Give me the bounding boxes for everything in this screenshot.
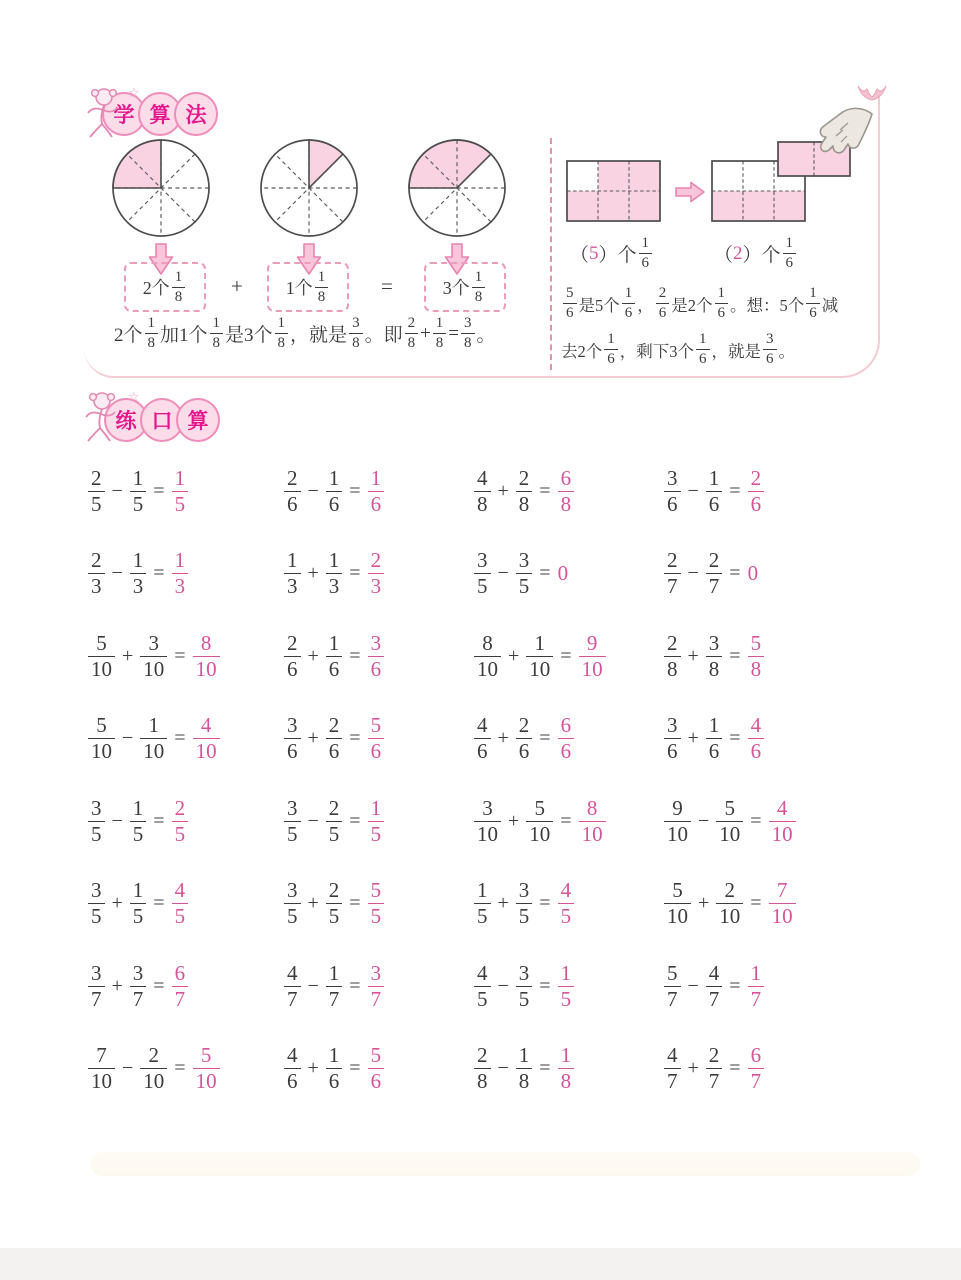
fraction: $\frac{1}{8}$ <box>516 1045 533 1092</box>
fraction: $\frac{3}{5}$ <box>284 880 301 927</box>
operator: + <box>307 1057 319 1080</box>
fraction: $\frac{1}{8}$ <box>558 1045 575 1092</box>
fraction: $\frac{1}{6}$ <box>604 332 618 367</box>
fraction: $\frac{1}{6}$ <box>639 236 653 271</box>
equals-sign: = <box>349 809 361 832</box>
badge-bubble: 学 <box>102 92 146 136</box>
fraction: $\frac{2}{5}$ <box>172 798 189 845</box>
problem-equation <box>88 450 284 533</box>
equals-sign: = <box>349 727 361 750</box>
problem-equation <box>474 533 664 616</box>
equals-sign: = <box>539 892 551 915</box>
fraction: $\frac{4}{8}$ <box>474 468 491 515</box>
fraction: $\frac{4}{7}$ <box>284 963 301 1010</box>
fraction: $\frac{2}{6}$ <box>284 633 301 680</box>
fraction: $\frac{3}{7}$ <box>130 963 147 1010</box>
fraction: $\frac{2}{10}$ <box>716 880 743 927</box>
fraction: $\frac{3}{6}$ <box>763 332 777 367</box>
text-segment: 5 <box>589 242 599 264</box>
text-segment: ，就是 <box>711 341 761 361</box>
fraction: $\frac{1}{5}$ <box>368 798 385 845</box>
grid1-caption <box>570 236 654 271</box>
fraction: $\frac{4}{6}$ <box>474 715 491 762</box>
fraction-grid-5-of-6 <box>566 160 661 222</box>
fraction: $\frac{5}{7}$ <box>664 963 681 1010</box>
problem-equation <box>474 698 664 781</box>
fraction: $\frac{1}{8}$ <box>315 270 329 305</box>
fraction: $\frac{5}{6}$ <box>368 715 385 762</box>
fraction: $\frac{2}{5}$ <box>326 880 343 927</box>
operator: + <box>508 809 520 832</box>
equals-sign: = <box>729 562 741 585</box>
fraction: $\frac{3}{10}$ <box>140 633 167 680</box>
fraction: $\frac{3}{5}$ <box>516 550 533 597</box>
problem-equation <box>474 945 664 1028</box>
section-divider <box>550 138 552 370</box>
text-segment: ，就是 <box>290 325 348 346</box>
equals-sign: = <box>153 892 165 915</box>
fraction: $\frac{3}{5}$ <box>284 798 301 845</box>
fraction: $\frac{2}{6}$ <box>748 468 765 515</box>
fraction: $\frac{3}{6}$ <box>284 715 301 762</box>
problem-equation <box>88 533 284 616</box>
fraction: $\frac{3}{8}$ <box>349 316 363 351</box>
badge-bubble: 法 <box>174 92 218 136</box>
fraction: $\frac{5}{10}$ <box>193 1045 220 1092</box>
operator: + <box>111 974 123 997</box>
equals-sign: = <box>153 809 165 832</box>
problem-equation <box>88 780 284 863</box>
fraction: $\frac{1}{10}$ <box>526 633 553 680</box>
equals-sign: = <box>729 1057 741 1080</box>
fraction: $\frac{2}{5}$ <box>326 798 343 845</box>
fraction: $\frac{1}{6}$ <box>696 332 710 367</box>
operator: − <box>687 479 699 502</box>
operator: − <box>307 809 319 832</box>
operator: + <box>698 892 710 915</box>
fraction: $\frac{5}{6}$ <box>368 1045 385 1092</box>
text-segment: ）个 <box>742 245 781 266</box>
equals-sign: = <box>153 562 165 585</box>
equals-sign: = <box>539 479 551 502</box>
problem-equation <box>88 1028 284 1111</box>
fraction: $\frac{1}{8}$ <box>145 316 159 351</box>
problem-equation <box>284 698 474 781</box>
problem-equation <box>284 450 474 533</box>
fraction: $\frac{4}{7}$ <box>664 1045 681 1092</box>
operator: − <box>497 974 509 997</box>
fraction: $\frac{5}{10}$ <box>664 880 691 927</box>
problem-equation <box>664 698 854 781</box>
operator: + <box>497 892 509 915</box>
equals-sign: = <box>750 809 762 832</box>
fraction: $\frac{1}{6}$ <box>806 286 820 321</box>
fraction: $\frac{2}{5}$ <box>88 468 105 515</box>
equals-sign: = <box>153 974 165 997</box>
equals-sign: = <box>349 562 361 585</box>
operator: − <box>497 1057 509 1080</box>
learn-section-panel <box>84 96 880 378</box>
fraction-pie-1-8 <box>257 136 361 240</box>
fraction: $\frac{2}{8}$ <box>516 468 533 515</box>
fraction: $\frac{2}{6}$ <box>656 286 670 321</box>
fraction: $\frac{1}{8}$ <box>275 316 289 351</box>
count-box-2-eighths <box>124 262 206 312</box>
fraction: $\frac{4}{10}$ <box>193 715 220 762</box>
answer-value: 0 <box>557 561 569 586</box>
fraction: $\frac{1}{7}$ <box>748 963 765 1010</box>
fraction: $\frac{1}{3}$ <box>130 550 147 597</box>
equals-sign: = <box>349 892 361 915</box>
fraction: $\frac{5}{10}$ <box>716 798 743 845</box>
text-segment: 。 <box>778 341 795 361</box>
problem-equation <box>664 615 854 698</box>
fraction: $\frac{5}{5}$ <box>368 880 385 927</box>
fraction: $\frac{3}{7}$ <box>88 963 105 1010</box>
count-box-3-eighths <box>424 262 506 312</box>
fraction: $\frac{6}{6}$ <box>558 715 575 762</box>
fraction: $\frac{1}{3}$ <box>284 550 301 597</box>
subtraction-explanation-line2 <box>561 332 795 367</box>
operator: − <box>698 809 710 832</box>
practice-problems-grid <box>88 450 878 1110</box>
text-segment: 。 <box>476 325 496 346</box>
equals-sign: = <box>539 1057 551 1080</box>
fraction: $\frac{1}{6}$ <box>622 286 636 321</box>
fraction: $\frac{2}{3}$ <box>368 550 385 597</box>
problem-equation <box>474 863 664 946</box>
text-segment: 2个 <box>114 325 143 346</box>
subtraction-explanation-line1 <box>561 286 838 321</box>
equals-sign: = <box>560 809 572 832</box>
fraction: $\frac{2}{7}$ <box>706 1045 723 1092</box>
fraction: $\frac{1}{6}$ <box>715 286 729 321</box>
fraction: $\frac{6}{8}$ <box>558 468 575 515</box>
fraction: $\frac{2}{6}$ <box>284 468 301 515</box>
fraction: $\frac{1}{5}$ <box>474 880 491 927</box>
star-decoration: ☆ <box>128 390 140 405</box>
problem-equation <box>284 1028 474 1111</box>
fraction: $\frac{3}{5}$ <box>516 880 533 927</box>
text-segment: 加1个 <box>160 325 208 346</box>
operator: − <box>122 1057 134 1080</box>
fraction: $\frac{5}{6}$ <box>563 286 577 321</box>
text-segment: 2 <box>733 242 743 264</box>
fraction: $\frac{3}{6}$ <box>368 633 385 680</box>
operator: − <box>307 974 319 997</box>
problem-equation <box>664 450 854 533</box>
problem-equation <box>664 533 854 616</box>
text-segment: 。即 <box>364 325 403 346</box>
text-segment: 3个 <box>442 278 470 298</box>
answer-value: 0 <box>747 561 759 586</box>
equals-sign: = <box>729 644 741 667</box>
fraction: $\frac{2}{6}$ <box>516 715 533 762</box>
fraction: $\frac{1}{6}$ <box>326 1045 343 1092</box>
problem-equation <box>284 780 474 863</box>
operator: − <box>687 562 699 585</box>
learn-explanation <box>114 316 496 351</box>
fraction: $\frac{8}{10}$ <box>193 633 220 680</box>
fraction: $\frac{2}{8}$ <box>405 316 419 351</box>
operator: − <box>122 727 134 750</box>
problem-equation <box>664 863 854 946</box>
fraction: $\frac{1}{6}$ <box>783 236 797 271</box>
plus-sign: + <box>231 274 243 298</box>
equals-sign: = <box>539 974 551 997</box>
operator: + <box>687 727 699 750</box>
problem-equation <box>88 863 284 946</box>
problem-equation <box>474 450 664 533</box>
equals-sign: = <box>349 974 361 997</box>
text-segment: ， <box>637 295 654 315</box>
operator: + <box>497 727 509 750</box>
fraction: $\frac{2}{8}$ <box>474 1045 491 1092</box>
fraction: $\frac{1}{10}$ <box>140 715 167 762</box>
fraction: $\frac{2}{7}$ <box>664 550 681 597</box>
fraction: $\frac{1}{6}$ <box>368 468 385 515</box>
star-decoration: ☆ <box>128 86 140 101</box>
fraction: $\frac{3}{6}$ <box>664 468 681 515</box>
fraction: $\frac{2}{10}$ <box>140 1045 167 1092</box>
fraction: $\frac{9}{10}$ <box>579 633 606 680</box>
count-box-1-eighth <box>267 262 349 312</box>
fraction: $\frac{1}{8}$ <box>433 316 447 351</box>
problem-equation <box>284 945 474 1028</box>
text-segment: = <box>448 322 460 344</box>
fraction: $\frac{2}{8}$ <box>664 633 681 680</box>
text-segment: 是2个 <box>671 295 713 315</box>
fraction: $\frac{1}{5}$ <box>130 880 147 927</box>
fraction: $\frac{5}{8}$ <box>748 633 765 680</box>
fraction: $\frac{1}{6}$ <box>706 468 723 515</box>
mascot-illustration <box>78 388 124 446</box>
operator: − <box>687 974 699 997</box>
operator: − <box>497 562 509 585</box>
problem-equation <box>284 863 474 946</box>
fraction: $\frac{4}{5}$ <box>558 880 575 927</box>
operator: + <box>307 562 319 585</box>
fraction: $\frac{1}{3}$ <box>326 550 343 597</box>
equals-sign: = <box>750 892 762 915</box>
fraction: $\frac{1}{6}$ <box>706 715 723 762</box>
fraction: $\frac{4}{7}$ <box>706 963 723 1010</box>
tulip-ornament <box>856 84 888 102</box>
page-bottom-margin <box>0 1248 961 1280</box>
problem-equation <box>664 1028 854 1111</box>
problem-equation <box>474 1028 664 1111</box>
problem-equation <box>88 698 284 781</box>
text-segment: 减 <box>821 295 839 315</box>
equals-sign: = <box>729 727 741 750</box>
operator: + <box>508 644 520 667</box>
fraction: $\frac{5}{10}$ <box>526 798 553 845</box>
badge-bubble: 算 <box>176 398 220 442</box>
fraction-pie-2-8 <box>109 136 213 240</box>
fraction: $\frac{7}{10}$ <box>88 1045 115 1092</box>
text-segment: 是5个 <box>578 295 620 315</box>
operator: + <box>687 1057 699 1080</box>
operator: − <box>111 809 123 832</box>
text-segment: （ <box>570 245 590 266</box>
fraction: $\frac{3}{5}$ <box>88 798 105 845</box>
text-segment: 2个 <box>142 278 170 298</box>
text-segment: 去2个 <box>561 341 603 361</box>
fraction-pie-3-8 <box>405 136 509 240</box>
hand-illustration <box>796 106 876 164</box>
fraction: $\frac{3}{5}$ <box>516 963 533 1010</box>
fraction: $\frac{3}{8}$ <box>461 316 475 351</box>
equals-sign: = <box>153 479 165 502</box>
right-arrow-icon <box>674 180 706 204</box>
text-segment: ，剩下3个 <box>619 341 694 361</box>
equals-sign: = <box>729 479 741 502</box>
fraction: $\frac{1}{3}$ <box>172 550 189 597</box>
equals-sign: = <box>729 974 741 997</box>
equals-sign: = <box>539 727 551 750</box>
fraction: $\frac{4}{10}$ <box>769 798 796 845</box>
equals-sign: = <box>560 644 572 667</box>
operator: + <box>122 644 134 667</box>
operator: + <box>687 644 699 667</box>
problem-equation <box>474 780 664 863</box>
fraction: $\frac{3}{5}$ <box>474 550 491 597</box>
fraction: $\frac{6}{7}$ <box>172 963 189 1010</box>
fraction: $\frac{4}{6}$ <box>284 1045 301 1092</box>
fraction: $\frac{2}{6}$ <box>326 715 343 762</box>
fraction: $\frac{8}{10}$ <box>474 633 501 680</box>
fraction: $\frac{5}{10}$ <box>88 633 115 680</box>
fraction: $\frac{1}{5}$ <box>130 468 147 515</box>
text-segment: （ <box>714 245 734 266</box>
operator: + <box>497 479 509 502</box>
equals-sign: = <box>381 274 393 298</box>
fraction: $\frac{5}{10}$ <box>88 715 115 762</box>
text-segment: + <box>420 322 431 344</box>
operator: − <box>111 562 123 585</box>
fraction: $\frac{7}{10}$ <box>769 880 796 927</box>
fraction: $\frac{3}{6}$ <box>664 715 681 762</box>
badge-bubble: 练 <box>104 398 148 442</box>
text-segment: 1个 <box>285 278 313 298</box>
operator: − <box>111 479 123 502</box>
fraction: $\frac{9}{10}$ <box>664 798 691 845</box>
equals-sign: = <box>174 1057 186 1080</box>
operator: − <box>307 479 319 502</box>
text-segment: ）个 <box>598 245 637 266</box>
fraction: $\frac{2}{7}$ <box>706 550 723 597</box>
equals-sign: = <box>349 1057 361 1080</box>
fraction: $\frac{1}{6}$ <box>326 468 343 515</box>
operator: + <box>111 892 123 915</box>
fraction: $\frac{3}{10}$ <box>474 798 501 845</box>
badge-bubble: 口 <box>140 398 184 442</box>
fraction: $\frac{4}{5}$ <box>474 963 491 1010</box>
equals-sign: = <box>174 727 186 750</box>
problem-equation <box>664 945 854 1028</box>
problem-equation <box>664 780 854 863</box>
fraction: $\frac{1}{7}$ <box>326 963 343 1010</box>
problem-equation <box>284 615 474 698</box>
fraction: $\frac{1}{8}$ <box>472 270 486 305</box>
badge-bubble: 算 <box>138 92 182 136</box>
equals-sign: = <box>349 479 361 502</box>
fraction: $\frac{2}{3}$ <box>88 550 105 597</box>
fraction: $\frac{4}{5}$ <box>172 880 189 927</box>
fraction: $\frac{3}{7}$ <box>368 963 385 1010</box>
text-segment: 。想：5个 <box>730 295 805 315</box>
fraction: $\frac{1}{5}$ <box>558 963 575 1010</box>
grid2-caption <box>714 236 798 271</box>
problem-equation <box>88 945 284 1028</box>
operator: + <box>307 727 319 750</box>
fraction: $\frac{3}{8}$ <box>706 633 723 680</box>
fraction: $\frac{1}{6}$ <box>326 633 343 680</box>
text-segment: 是3个 <box>225 325 273 346</box>
problem-equation <box>474 615 664 698</box>
operator: + <box>307 644 319 667</box>
equals-sign: = <box>174 644 186 667</box>
fraction: $\frac{4}{6}$ <box>748 715 765 762</box>
operator: + <box>307 892 319 915</box>
problem-equation <box>284 533 474 616</box>
fraction: $\frac{8}{10}$ <box>579 798 606 845</box>
problem-equation <box>88 615 284 698</box>
fraction: $\frac{1}{8}$ <box>210 316 224 351</box>
fraction: $\frac{6}{7}$ <box>748 1045 765 1092</box>
fraction: $\frac{1}{8}$ <box>172 270 186 305</box>
mascot-illustration <box>80 84 126 142</box>
fraction: $\frac{3}{5}$ <box>88 880 105 927</box>
equals-sign: = <box>349 644 361 667</box>
scan-smudge <box>90 1152 920 1176</box>
fraction: $\frac{1}{5}$ <box>172 468 189 515</box>
equals-sign: = <box>539 562 551 585</box>
fraction: $\frac{1}{5}$ <box>130 798 147 845</box>
